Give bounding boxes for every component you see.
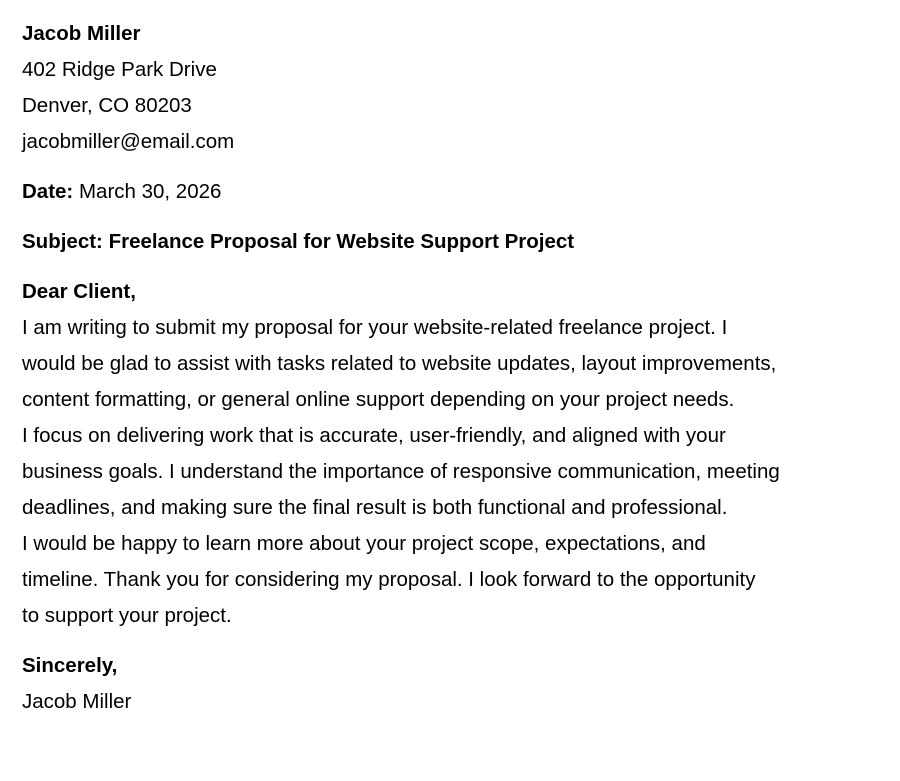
sender-email: jacobmiller@email.com (22, 130, 235, 153)
paragraph-line: to support your project. (22, 604, 232, 627)
paragraph-line: would be glad to assist with tasks related to website updates, layout improvements, (22, 352, 777, 375)
salutation: Dear Client, (22, 280, 136, 303)
sender-block (22, 16, 880, 160)
sender-name: Jacob Miller (22, 22, 141, 45)
paragraph-line: deadlines, and making sure the final result is both functional and professional. (22, 496, 728, 519)
sender-address-line2: Denver, CO 80203 (22, 94, 192, 117)
body-paragraph-3 (22, 526, 884, 634)
subject-line: Subject: Freelance Proposal for Website Support Project (22, 230, 575, 253)
paragraph-line: I would be happy to learn more about your project scope, expectations, and (22, 532, 706, 555)
paragraph-line: I am writing to submit my proposal for your website-related freelance project. I (22, 316, 728, 339)
paragraph-line: business goals. I understand the importance of responsive communication, meeting (22, 460, 780, 483)
closing-phrase: Sincerely, (22, 654, 118, 677)
paragraph-line: I focus on delivering work that is accurate, user-friendly, and aligned with your (22, 424, 726, 447)
paragraph-line: timeline. Thank you for considering my proposal. I look forward to the opportunity (22, 568, 756, 591)
body-paragraph-1 (22, 310, 884, 418)
body-paragraph-2 (22, 418, 884, 526)
signature-name: Jacob Miller (22, 690, 132, 713)
date-line (22, 174, 880, 210)
date-label: Date: (22, 180, 74, 203)
closing-block (22, 648, 880, 720)
sender-address-line1: 402 Ridge Park Drive (22, 58, 217, 81)
date-value: March 30, 2026 (73, 180, 222, 203)
paragraph-line: content formatting, or general online support depending on your project needs. (22, 388, 735, 411)
